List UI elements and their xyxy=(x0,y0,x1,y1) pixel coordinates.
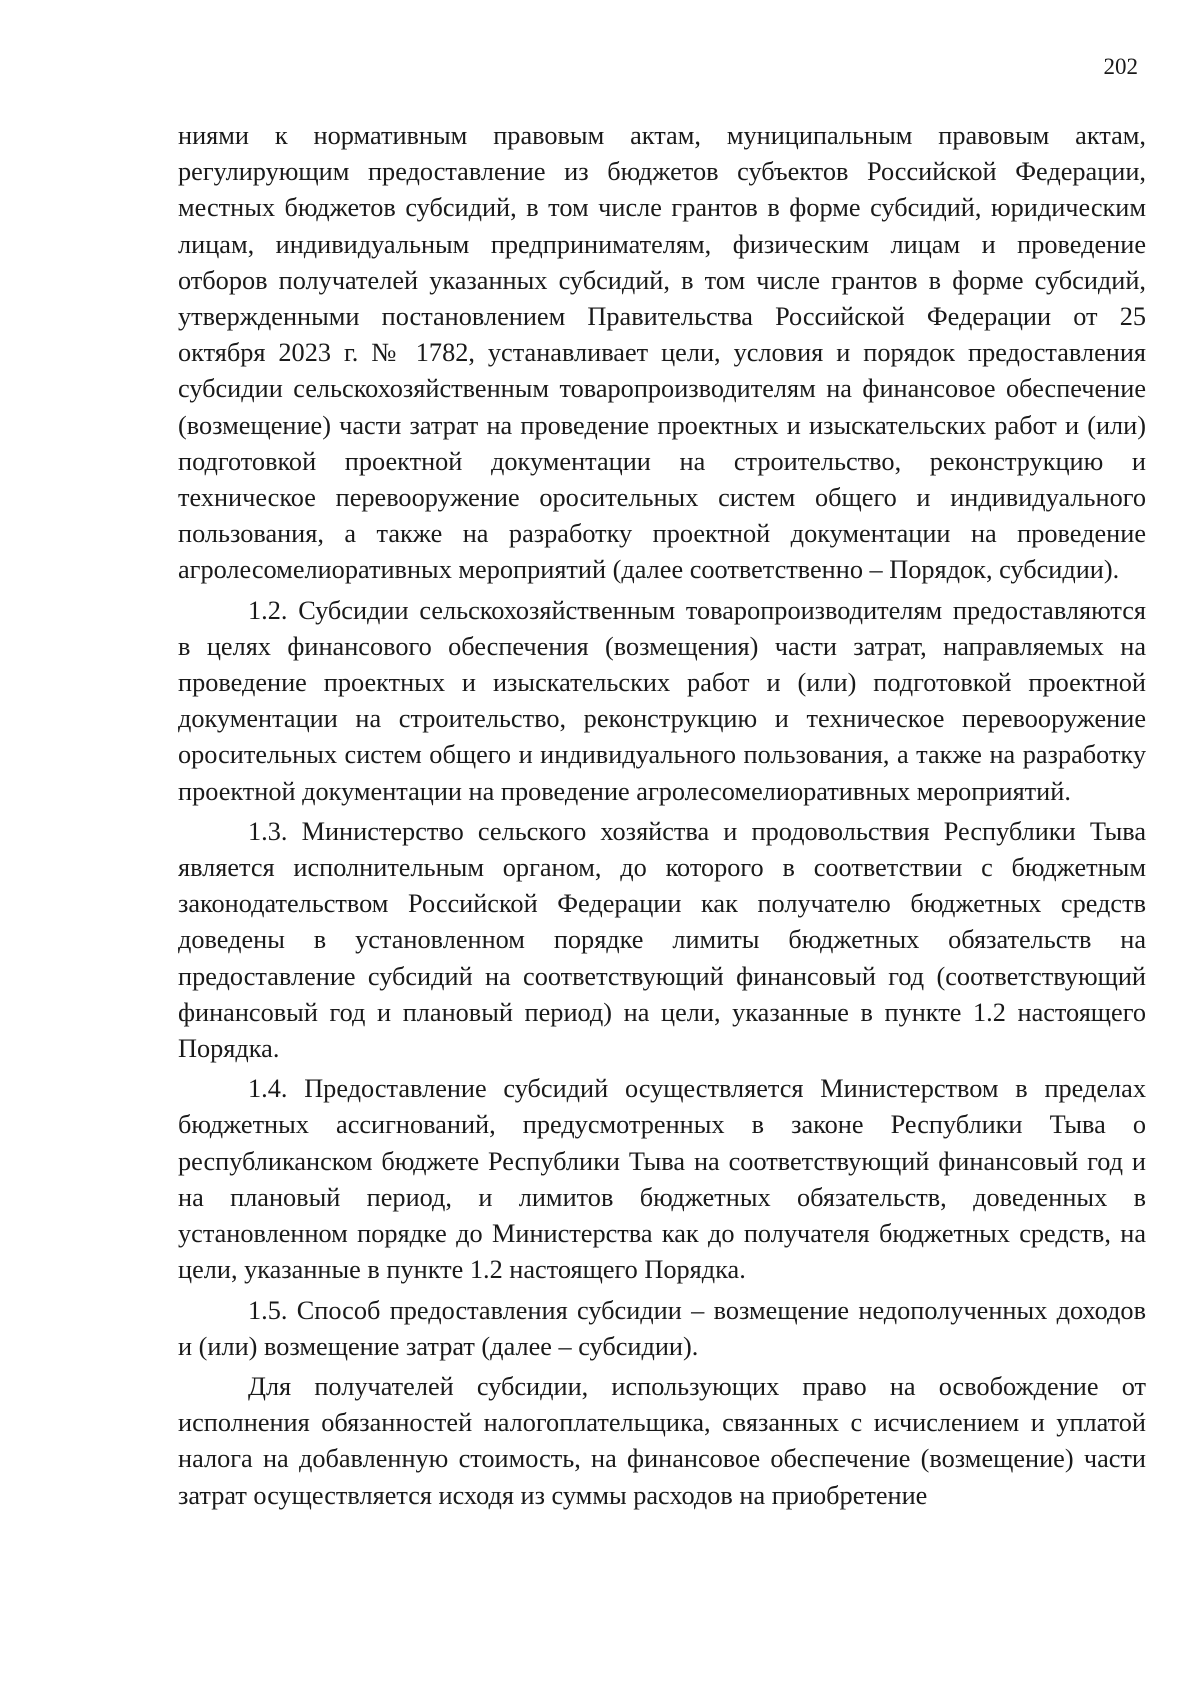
paragraph-1-3: 1.3. Министерство сельского хозяйства и продовольствия Республики Тыва является исполнительным органом, до которого в соответствии с бюджетным законодательством Российской Федерации как получателю бюджетных средств доведены в установленном порядке лимиты бюджетных обязательств на предоставление субсидий на соответствующий финансовый год (соответствующий финансовый год и плановый период) на цели, указанные в пункте 1.2 настоящего Порядка. xyxy=(178,816,1146,1064)
page-number: 202 xyxy=(1103,54,1138,79)
paragraph-continuation: ниями к нормативным правовым актам, муниципальным правовым актам, регулирующим предоставление из бюджетов субъектов Российской Федерации, местных бюджетов субсидий, в том числе грантов в форме субсидий, юридическим лицам, индивидуальным предпринимателям, физическим лицам и проведение отборов получателей указанных субсидий, в том числе грантов в форме субсидий, утвержденными постановлением Правительства Российской Федерации от 25 октября 2023 г. № 1782, устанавливает цели, условия и порядок предоставления субсидии сельскохозяйственным товаропроизводителям на финансовое обеспечение (возмещение) части затрат на проведение проектных и изыскательских работ и (или) подготовкой проектной документации на строительство, реконструкцию и техническое перевооружение оросительных систем общего и индивидуального пользования, а также на разработку проектной документации на проведение агролесомелиоративных мероприятий (далее соответственно – Порядок, субсидии). xyxy=(178,121,1146,585)
document-body xyxy=(178,118,1146,1514)
paragraph-1-5: 1.5. Способ предоставления субсидии – возмещение недополученных доходов и (или) возмещение затрат (далее – субсидии). xyxy=(178,1295,1146,1361)
paragraph-1-4: 1.4. Предоставление субсидий осуществляется Министерством в пределах бюджетных ассигнований, предусмотренных в законе Республики Тыва о республиканском бюджете Республики Тыва на соответствующий финансовый год и на плановый период, и лимитов бюджетных обязательств, доведенных в установленном порядке до Министерства как до получателя бюджетных средств, на цели, указанные в пункте 1.2 настоящего Порядка. xyxy=(178,1074,1146,1285)
paragraph-vat-recipients: Для получателей субсидии, использующих право на освобождение от исполнения обязанностей налогоплательщика, связанных с исчислением и уплатой налога на добавленную стоимость, на финансовое обеспечение (возмещение) части затрат осуществляется исходя из суммы расходов на приобретение xyxy=(178,1371,1146,1510)
paragraph-1-2: 1.2. Субсидии сельскохозяйственным товаропроизводителям предоставляются в целях финансового обеспечения (возмещения) части затрат, направляемых на проведение проектных и изыскательских работ и (или) подготовкой проектной документации на строительство, реконструкцию и техническое перевооружение оросительных систем общего и индивидуального пользования, а также на разработку проектной документации на проведение агролесомелиоративных мероприятий. xyxy=(178,595,1146,806)
